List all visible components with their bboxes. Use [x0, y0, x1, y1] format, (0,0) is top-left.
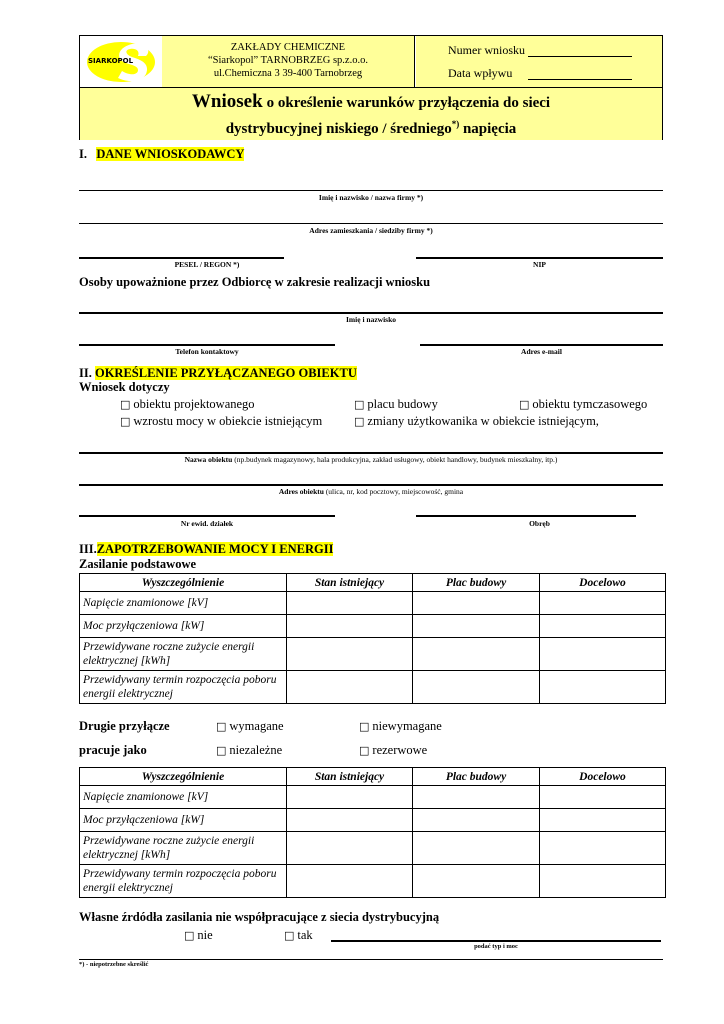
- table-cell[interactable]: [287, 671, 413, 704]
- row-label: Napięcie znamionowe [kV]: [80, 592, 287, 615]
- column-header: Wyszczególnienie: [80, 574, 287, 592]
- table-cell[interactable]: [540, 638, 666, 671]
- logo-text: SIARKOPOL: [88, 57, 134, 65]
- second-connection-label: Drugie przyłącze: [79, 719, 170, 733]
- name-caption: Imię i nazwisko / nazwa firmy *): [318, 193, 424, 202]
- checkbox-icon[interactable]: □: [354, 398, 365, 411]
- company-line-2: “Siarkopol” TARNOBRZEG sp.z.o.o.: [208, 55, 368, 66]
- phone-field[interactable]: [79, 344, 335, 346]
- section2-heading: II. OKREŚLENIE PRZYŁĄCZANEGO OBIEKTU: [79, 366, 357, 380]
- checkbox-icon[interactable]: □: [354, 415, 365, 428]
- logo-cell: [80, 36, 163, 87]
- row-label: Przewidywane roczne zużycie energii elektrycznej [kWh]: [80, 638, 287, 671]
- row-label: Przewidywany termin rozpoczęcia poboru energii elektrycznej: [80, 671, 287, 704]
- table-cell[interactable]: [540, 786, 666, 809]
- option-temporary[interactable]: □ obiektu tymczasowego: [519, 397, 648, 411]
- table-cell[interactable]: [540, 615, 666, 638]
- option-required[interactable]: □ wymagane: [216, 719, 284, 733]
- data-wplywu-field[interactable]: [528, 79, 632, 80]
- precinct-caption: Obręb: [529, 519, 550, 528]
- checkbox-icon[interactable]: □: [359, 720, 370, 733]
- row-label: Przewidywany termin rozpoczęcia poboru energii elektrycznej: [80, 865, 287, 898]
- table-cell[interactable]: [287, 832, 413, 865]
- type-power-caption: podać typ i moc: [474, 943, 518, 950]
- checkbox-icon[interactable]: □: [519, 398, 530, 411]
- type-power-field[interactable]: [331, 940, 661, 942]
- precinct-field[interactable]: [416, 515, 636, 517]
- checkbox-icon[interactable]: □: [120, 398, 131, 411]
- object-name-caption: Nazwa obiektu (np.budynek magazynowy, hala produkcyjna, zakład usługowy, obiekt handlowy, budynek mieszkalny, itp.): [184, 455, 558, 464]
- table-row: [80, 865, 666, 898]
- table-cell[interactable]: [413, 865, 540, 898]
- column-header: Plac budowy: [413, 768, 540, 786]
- company-line-1: ZAKŁADY CHEMICZNE: [230, 42, 346, 53]
- primary-supply-label: Zasilanie podstawowe: [79, 557, 197, 571]
- header-box: [79, 35, 663, 140]
- registry-cell: [416, 36, 662, 87]
- table-row: [80, 615, 666, 638]
- column-header: Plac budowy: [413, 574, 540, 592]
- table-row: [80, 786, 666, 809]
- table-header-row: [80, 768, 666, 786]
- address-field[interactable]: [79, 223, 663, 224]
- option-not-required[interactable]: □ niewymagane: [359, 719, 442, 733]
- object-address-caption: Adres obiektu (ulica, nr, kod pocztowy, miejscowość, gmina: [278, 487, 464, 496]
- option-yes[interactable]: □ tak: [284, 928, 313, 942]
- column-header: Docelowo: [540, 768, 666, 786]
- object-address-field[interactable]: [79, 484, 663, 486]
- table-cell[interactable]: [287, 615, 413, 638]
- nip-field[interactable]: [416, 257, 663, 259]
- table-cell[interactable]: [540, 809, 666, 832]
- table-cell[interactable]: [413, 671, 540, 704]
- person-caption: Imię i nazwisko: [345, 315, 396, 324]
- table-cell[interactable]: [540, 592, 666, 615]
- table-cell[interactable]: [287, 592, 413, 615]
- table-row: [80, 638, 666, 671]
- section3-title: ZAPOTRZEBOWANIE MOCY I ENERGII: [96, 542, 334, 556]
- authorized-label: Osoby upoważnione przez Odbiorcę w zakresie realizacji wniosku: [79, 275, 431, 289]
- address-caption: Adres zamieszkania / siedziby firmy *): [309, 226, 433, 235]
- option-user-change[interactable]: □ zmiany użytkowanika w obiekcie istniejącym,: [354, 414, 599, 428]
- checkbox-icon[interactable]: □: [216, 720, 227, 733]
- section2-title: OKREŚLENIE PRZYŁĄCZANEGO OBIEKTU: [94, 366, 357, 380]
- company-line-3: ul.Chemiczna 3 39-400 Tarnobrzeg: [213, 68, 363, 79]
- email-caption: Adres e-mail: [521, 347, 562, 356]
- row-label: Moc przyłączeniowa [kW]: [80, 615, 287, 638]
- table-cell[interactable]: [287, 638, 413, 671]
- company-cell: [162, 36, 415, 87]
- table-cell[interactable]: [540, 865, 666, 898]
- footnote: *) - niepotrzebne skreślić: [79, 961, 149, 968]
- checkbox-icon[interactable]: □: [120, 415, 131, 428]
- table-cell[interactable]: [413, 786, 540, 809]
- column-header: Docelowo: [540, 574, 666, 592]
- person-field[interactable]: [79, 312, 663, 314]
- section1-title: DANE WNIOSKODAWCY: [96, 147, 245, 161]
- table-cell[interactable]: [287, 865, 413, 898]
- table-cell[interactable]: [287, 786, 413, 809]
- table-cell[interactable]: [540, 671, 666, 704]
- plot-number-caption: Nr ewid. działek: [180, 519, 234, 528]
- table-row: [80, 671, 666, 704]
- column-header: Stan istniejący: [287, 768, 413, 786]
- table-row: [80, 592, 666, 615]
- option-construction-site[interactable]: □ placu budowy: [354, 397, 438, 411]
- concerns-label: Wniosek dotyczy: [79, 380, 170, 394]
- second-supply-table: [79, 767, 666, 898]
- title-cell: [80, 87, 662, 140]
- option-no[interactable]: □ nie: [184, 928, 213, 942]
- checkbox-icon[interactable]: □: [284, 929, 295, 942]
- title-line-2: dystrybucyjnej niskiego / średniego: [225, 121, 452, 137]
- option-projected[interactable]: □ obiektu projektowanego: [120, 397, 255, 411]
- column-header: Wyszczególnienie: [80, 768, 287, 786]
- table-cell[interactable]: [287, 809, 413, 832]
- object-name-field[interactable]: [79, 452, 663, 454]
- phone-caption: Telefon kontaktowy: [175, 347, 239, 356]
- works-as-label: pracuje jako: [79, 743, 147, 757]
- nip-caption: NIP: [533, 260, 546, 269]
- data-wplywu-label: Data wpływu: [448, 66, 513, 80]
- table-cell[interactable]: [413, 832, 540, 865]
- checkbox-icon[interactable]: □: [184, 929, 195, 942]
- email-field[interactable]: [420, 344, 663, 346]
- checkbox-icon[interactable]: □: [359, 744, 370, 757]
- checkbox-icon[interactable]: □: [216, 744, 227, 757]
- title-end: napięcia: [462, 121, 517, 137]
- numer-wniosku-label: Numer wniosku: [448, 43, 525, 57]
- plot-number-field[interactable]: [79, 515, 335, 517]
- option-power-increase[interactable]: □ wzrostu mocy w obiekcie istniejącym: [120, 414, 323, 428]
- row-label: Napięcie znamionowe [kV]: [80, 786, 287, 809]
- numer-wniosku-field[interactable]: [528, 56, 632, 57]
- table-cell[interactable]: [413, 809, 540, 832]
- table-cell[interactable]: [540, 832, 666, 865]
- primary-supply-table: [79, 573, 666, 704]
- table-cell[interactable]: [413, 592, 540, 615]
- section1-heading: I. DANE WNIOSKODAWCY: [79, 147, 245, 161]
- row-label: Moc przyłączeniowa [kW]: [80, 809, 287, 832]
- own-sources-label: Własne źrdódła zasilania nie współpracujące z siecia dystrybucyjną: [79, 910, 440, 924]
- table-cell[interactable]: [413, 638, 540, 671]
- section3-heading: III.ZAPOTRZEBOWANIE MOCY I ENERGII: [79, 542, 334, 556]
- option-independent[interactable]: □ niezależne: [216, 743, 283, 757]
- option-reserve[interactable]: □ rezerwowe: [359, 743, 428, 757]
- table-row: [80, 832, 666, 865]
- footnote-rule: [79, 959, 663, 960]
- table-cell[interactable]: [413, 615, 540, 638]
- name-field[interactable]: [79, 190, 663, 191]
- title-rest: o określenie warunków przyłączenia do sieci: [266, 95, 551, 111]
- pesel-caption: PESEL / REGON *): [174, 260, 240, 269]
- row-label: Przewidywane roczne zużycie energii elektrycznej [kWh]: [80, 832, 287, 865]
- table-row: [80, 809, 666, 832]
- pesel-field[interactable]: [79, 257, 284, 259]
- table-header-row: [80, 574, 666, 592]
- column-header: Stan istniejący: [287, 574, 413, 592]
- title-sup: *): [451, 119, 460, 129]
- title-big: Wniosek: [191, 91, 263, 112]
